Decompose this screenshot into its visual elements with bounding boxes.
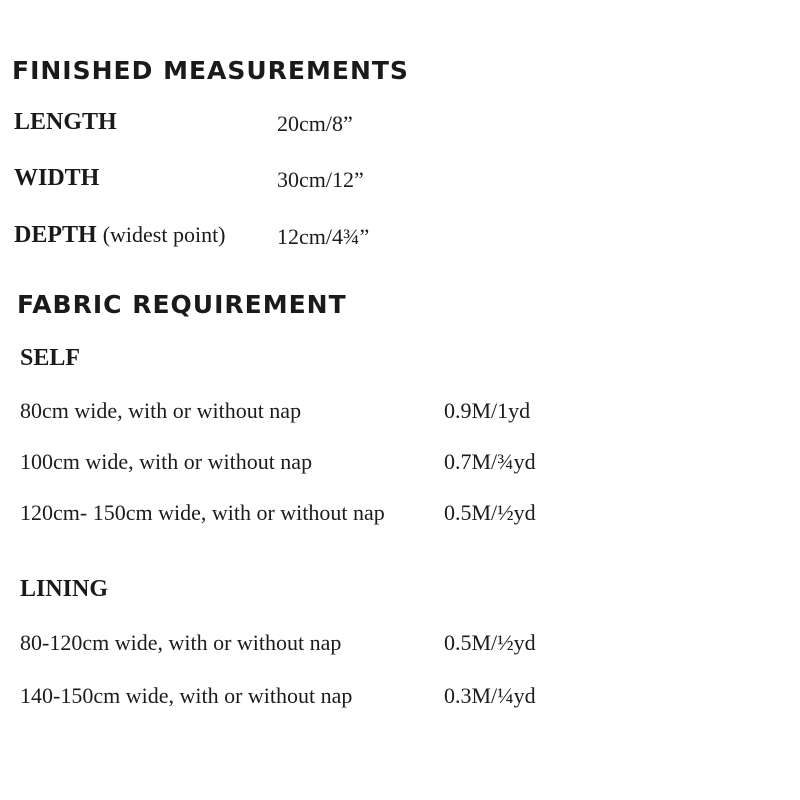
lining-heading: LINING xyxy=(20,576,109,602)
width-label-text: WIDTH xyxy=(14,165,100,191)
depth-label-text: DEPTH xyxy=(14,222,97,248)
lining-row-2-amount: 0.3M/¼yd xyxy=(444,683,536,708)
length-value: 20cm/8” xyxy=(277,111,353,136)
lining-row-1-width: 80-120cm wide, with or without nap xyxy=(20,630,342,655)
lining-row-2-width: 140-150cm wide, with or without nap xyxy=(20,683,353,708)
self-row-2-width: 100cm wide, with or without nap xyxy=(20,449,313,474)
depth-value: 12cm/4¾” xyxy=(277,224,370,249)
length-label xyxy=(14,109,117,136)
fabric-requirement-title: FABRIC REQUIREMENT xyxy=(17,290,347,319)
depth-label xyxy=(14,222,226,249)
self-row-1-width: 80cm wide, with or without nap xyxy=(20,398,302,423)
self-row-3-width: 120cm- 150cm wide, with or without nap xyxy=(20,500,385,525)
length-label-text: LENGTH xyxy=(14,109,117,135)
width-value: 30cm/12” xyxy=(277,167,364,192)
self-row-3-amount: 0.5M/½yd xyxy=(444,500,536,525)
self-row-2-amount: 0.7M/¾yd xyxy=(444,449,536,474)
width-label xyxy=(14,165,99,192)
self-heading: SELF xyxy=(20,345,81,371)
self-row-1-amount: 0.9M/1yd xyxy=(444,398,531,423)
depth-note: (widest point) xyxy=(102,222,226,247)
lining-row-1-amount: 0.5M/½yd xyxy=(444,630,536,655)
finished-measurements-title: FINISHED MEASUREMENTS xyxy=(12,56,409,85)
